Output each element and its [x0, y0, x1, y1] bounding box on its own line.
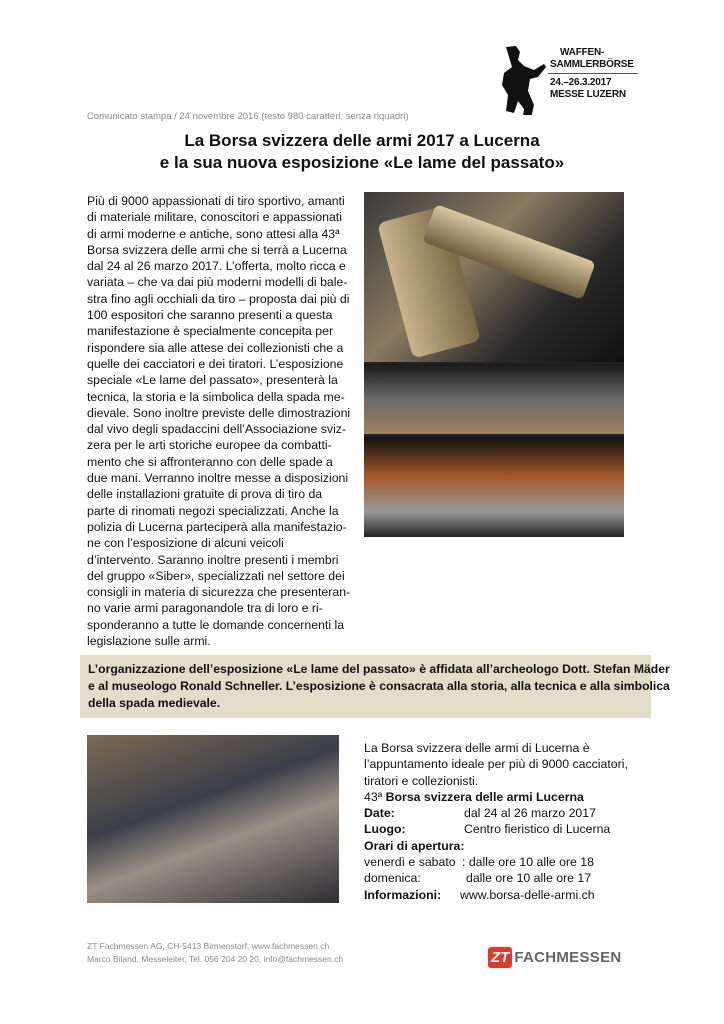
text-line: di materiale militare, conoscitori e appassionati [87, 210, 342, 225]
text-line: del gruppo «Siber», specializzati nel settore dei [87, 568, 345, 583]
text-line: parte di rinomati negozi specializzati. Anche la [87, 503, 339, 518]
text-line: dal vivo degli spadaccini dell’Associazione sviz- [87, 422, 347, 437]
text-line: manifestazione è specialmente concepita per [87, 324, 334, 339]
text-line: mento che si affronteranno con delle spade a [87, 454, 333, 469]
text-line: stra fino agli occhiali da tiro – proposta dai più di [87, 291, 350, 306]
text-line: speciale «Le lame del passato», presenterà la [87, 373, 338, 388]
fair-crowd-photo [87, 735, 339, 903]
text-line: Borsa svizzera delle armi che si terrà a Lucerna [87, 242, 347, 257]
text-line: L’organizzazione dell’esposizione «Le lame del passato» è affidata all’archeologo Dott. Stefan Mäder [88, 662, 670, 676]
exhibition-callout-box [80, 655, 670, 718]
zt-fachmessen-logo: ZT FACHMESSEN [488, 945, 633, 969]
body-text [87, 193, 350, 649]
text-line: ne con l’esposizione di alcuni veicoli [87, 536, 284, 551]
text-line: della spada medievale. [88, 696, 221, 710]
text-line: delle installazioni gratuite di prova di tiro da [87, 487, 323, 502]
text-line: quelle dei cacciatori e dei tiratori. L’esposizione [87, 356, 344, 371]
text-line: dal 24 al 26 marzo 2017. L’offerta, molto ricca e [87, 259, 346, 274]
text-line: no varie armi paragonandole tra di loro e ri- [87, 601, 323, 616]
knives-photo [364, 192, 624, 537]
press-release-date: Comunicato stampa / 24 novembre 2016 (testo 980 caratteri, senza riquadri) [87, 111, 409, 122]
text-line: polizia di Lucerna parteciperà alla manifestazio- [87, 519, 347, 534]
website-link[interactable]: www.borsa-delle-armi.ch [460, 887, 595, 902]
marksman-figure-icon [488, 45, 546, 115]
text-line: rispondere sia alle attese dei collezionisti che a [87, 340, 344, 355]
text-line: legislazione sulle armi. [87, 634, 211, 649]
text-line: d’intervento. Saranno inoltre presenti i membri [87, 552, 339, 567]
text-line: Più di 9000 appassionati di tiro sportivo, amanti [87, 194, 345, 208]
text-line: 100 espositori che saranno presenti a questa [87, 308, 333, 323]
page-title: La Borsa svizzera delle armi 2017 a Lucerna e la sua nuova esposizione «Le lame del passato» [159, 131, 565, 172]
event-info: La Borsa svizzera delle armi di Lucerna è l’appuntamento ideale per più di 9000 cacciatori, tiratori e collezionisti. 43ª Borsa svizzera delle armi Lucerna Date: dal 24 al 26 marzo 2017 Luogo: Centro fieristico di Lucerna Orari di apertura: venerdì e sabato : dalle ore 10 alle ore 18 domenica: dalle ore 10 alle ore 17 Informazioni: www.borsa-delle-armi.ch [364, 741, 628, 902]
text-line: sponderanno a tutte le domande concernenti la [87, 617, 345, 632]
text-line: e al museologo Ronald Schneller. L’esposizione è consacrata alla storia, alla tecnica e alla simbolica [88, 679, 670, 693]
footer-contact: ZT Fachmessen AG, CH-5413 Birmenstorf, www.fachmessen.ch Marco Biland, Messeleiter, Tel. 056 204 20 20, info@fachmessen.ch [87, 941, 344, 964]
waffen-sammlerboerse-logo: WAFFEN- SAMMLERBÖRSE 24.–26.3.2017 MESSE LUZERN [488, 45, 640, 117]
text-line: variata – che va dai più moderni modelli di bale- [87, 275, 348, 290]
text-line: dievale. Sono inoltre previste delle dimostrazioni [87, 405, 351, 420]
text-line: di armi moderne e antiche, sono attesi alla 43ª [87, 226, 340, 241]
text-line: zera per le arti storiche europee da combatti- [87, 438, 332, 453]
text-line: due mani. Verranno inoltre messe a disposizioni [87, 471, 349, 486]
text-line: consigli in materia di sicurezza che presenteran- [87, 585, 351, 600]
text-line: tecnica, la storia e la simbolica della spada me- [87, 389, 345, 404]
